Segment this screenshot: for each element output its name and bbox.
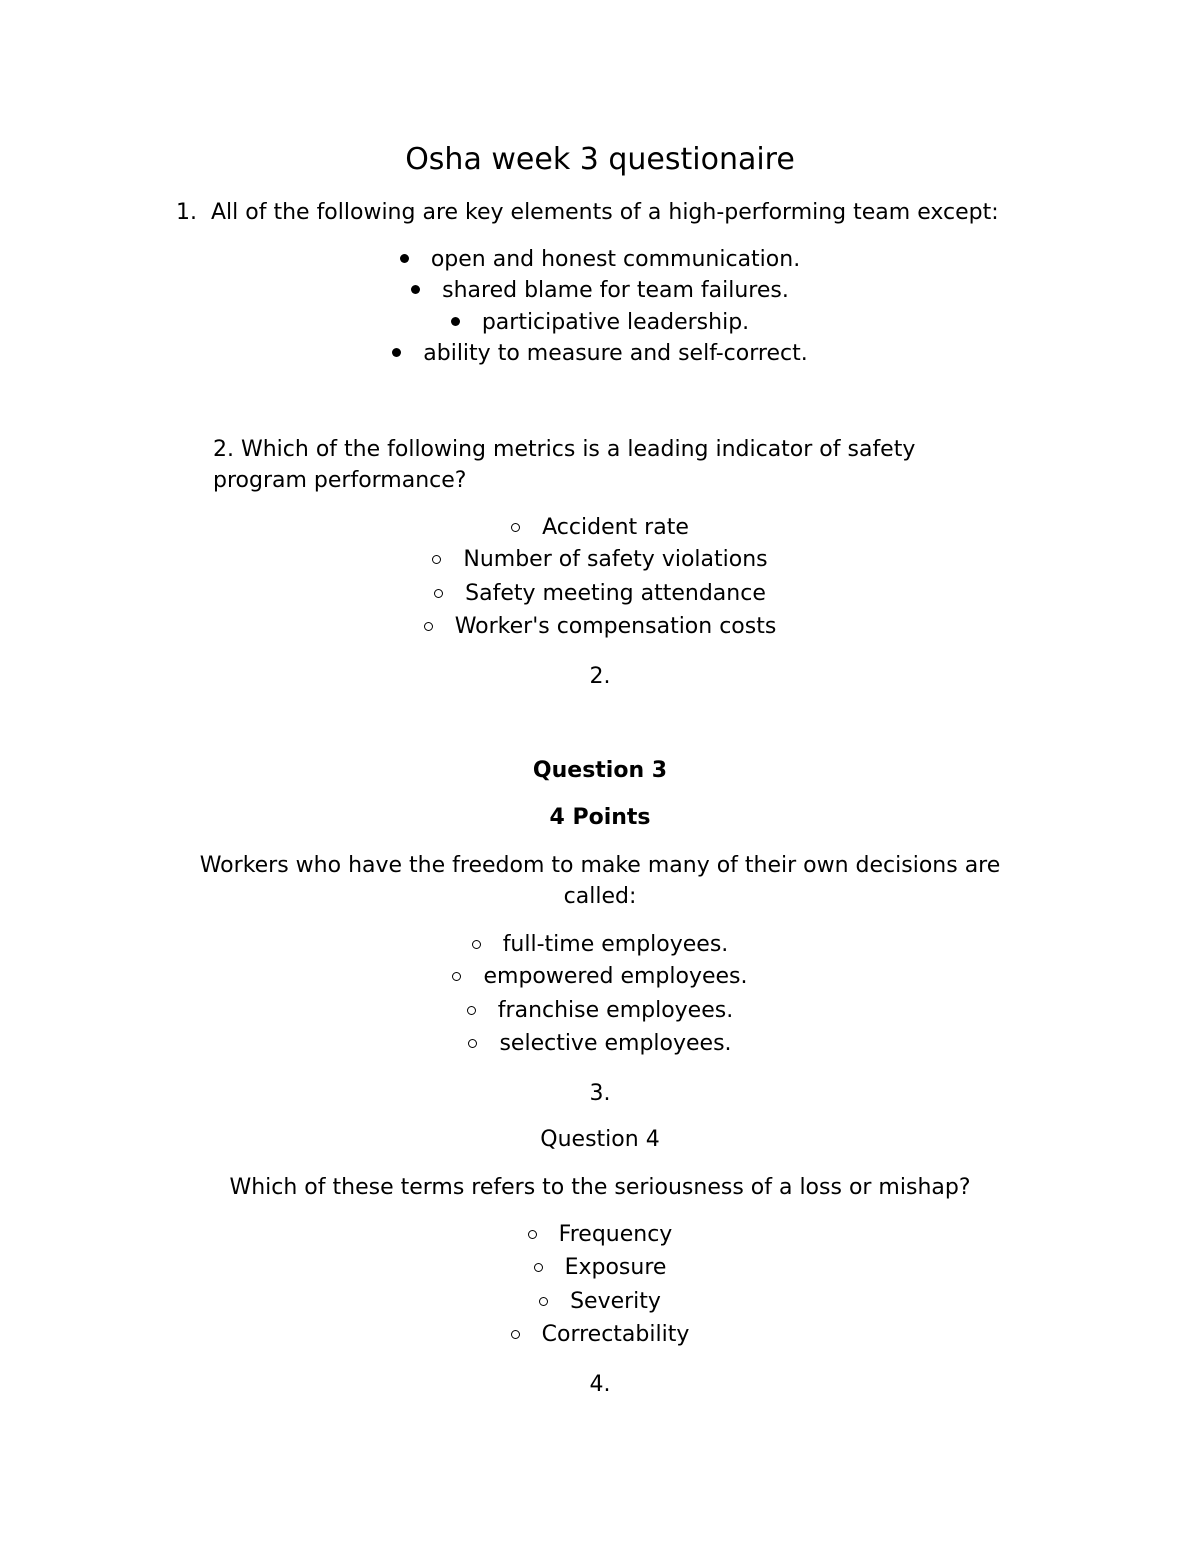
- circle-bullet-icon: [534, 1263, 543, 1272]
- question-2-option: Worker's compensation costs: [0, 612, 1200, 642]
- question-1: [176, 198, 999, 228]
- question-4-option: Severity: [0, 1287, 1200, 1317]
- circle-bullet-icon: [432, 555, 441, 564]
- question-3-points: 4 Points: [549, 805, 651, 830]
- circle-bullet-icon: [424, 622, 433, 631]
- document-title: Osha week 3 questionaire: [405, 142, 795, 177]
- question-3-answer-marker: 3.: [589, 1081, 611, 1106]
- question-2-answer-marker: 2.: [589, 664, 611, 689]
- question-2-text-line-1: 2. Which of the following metrics is a leading indicator of safety: [213, 437, 916, 462]
- question-1-option: participative leadership.: [0, 308, 1200, 338]
- question-1-number: 1.: [176, 200, 197, 225]
- question-4-heading: Question 4: [540, 1127, 660, 1152]
- bullet-icon: [392, 348, 401, 357]
- question-2-option: Number of safety violations: [0, 545, 1200, 575]
- circle-bullet-icon: [539, 1297, 548, 1306]
- question-1-text: All of the following are key elements of a high-performing team except:: [211, 200, 999, 225]
- bullet-icon: [411, 285, 420, 294]
- question-4-option: Exposure: [0, 1253, 1200, 1283]
- question-2-option: Accident rate: [0, 513, 1200, 543]
- circle-bullet-icon: [434, 589, 443, 598]
- question-3-option: selective employees.: [0, 1029, 1200, 1059]
- question-1-option: ability to measure and self-correct.: [0, 339, 1200, 369]
- question-4-option: Frequency: [0, 1220, 1200, 1250]
- circle-bullet-icon: [511, 1330, 520, 1339]
- circle-bullet-icon: [452, 972, 461, 981]
- circle-bullet-icon: [472, 940, 481, 949]
- question-2-text-line-2: program performance?: [213, 468, 467, 493]
- circle-bullet-icon: [528, 1230, 537, 1239]
- question-1-option: shared blame for team failures.: [0, 276, 1200, 306]
- question-3-option: franchise employees.: [0, 996, 1200, 1026]
- question-1-option: open and honest communication.: [0, 245, 1200, 275]
- circle-bullet-icon: [467, 1006, 476, 1015]
- question-2-option: Safety meeting attendance: [0, 579, 1200, 609]
- question-3-option: full-time employees.: [0, 930, 1200, 960]
- question-4-text: Which of these terms refers to the seriousness of a loss or mishap?: [229, 1175, 971, 1200]
- question-3-text-line-1: Workers who have the freedom to make many of their own decisions are: [199, 853, 1001, 878]
- question-3-option: empowered employees.: [0, 962, 1200, 992]
- circle-bullet-icon: [468, 1039, 477, 1048]
- question-3-heading: Question 3: [532, 758, 668, 783]
- bullet-icon: [400, 254, 409, 263]
- question-4-option: Correctability: [0, 1320, 1200, 1350]
- bullet-icon: [451, 317, 460, 326]
- question-4-answer-marker: 4.: [589, 1372, 611, 1397]
- circle-bullet-icon: [511, 523, 520, 532]
- question-3-text-line-2: called:: [563, 884, 637, 909]
